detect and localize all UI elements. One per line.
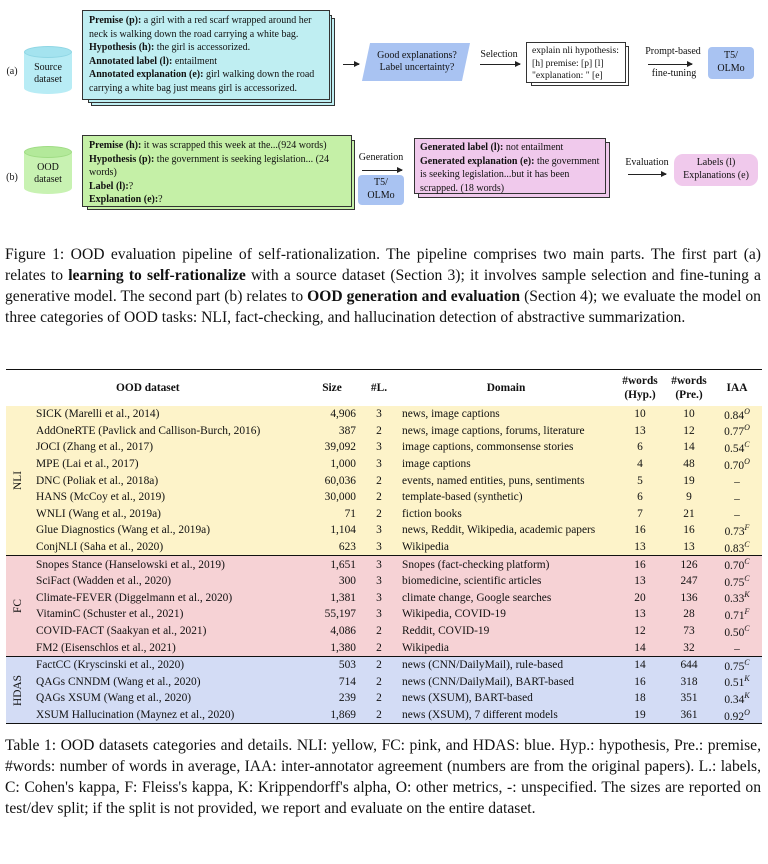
cell-dataset: FactCC (Kryscinski et al., 2020) [30,656,304,673]
cell-iaa: $0.92^O$ [712,707,762,724]
arrow-b1 [362,170,402,171]
arrow-a1 [343,64,359,65]
cell-size: 714 [304,674,360,691]
cell-dataset: WNLI (Wang et al., 2019a) [30,506,304,523]
cell-iaa: $0.75^C$ [712,573,762,590]
col-header-domain: Domain [486,382,526,394]
table-row [6,674,762,691]
cell-iaa: – [712,506,762,523]
cell-size: 503 [304,656,360,673]
cell-iaa: – [712,639,762,656]
source-dataset-label: Source dataset [34,62,62,85]
card-b-line-1: Hypothesis (p): the government is seeking legislation... (24 words) [89,153,329,178]
cell-size: 239 [304,690,360,707]
table-row [6,573,762,590]
ood-dataset-label: OOD dataset [34,162,62,185]
cell-hyp: 13 [614,573,666,590]
card-a-line-3: Annotated explanation (e): girl walking down the road carrying a white bag just means girl is accessorized. [89,69,315,94]
cell-iaa: $0.51^K$ [712,674,762,691]
cell-iaa: $0.73^F$ [712,522,762,539]
cell-pre: 48 [666,456,712,473]
cell-pre: 21 [666,506,712,523]
col-header-labels: #L. [370,382,388,394]
cell-size: 30,000 [304,489,360,506]
cell-domain: image captions [398,456,614,473]
cell-size: 1,104 [304,522,360,539]
cell-hyp: 13 [614,539,666,556]
cell-labels: 2 [360,623,398,640]
cell-domain: Wikipedia [398,539,614,556]
cell-labels: 3 [360,573,398,590]
cell-dataset: ConjNLI (Saha et al., 2020) [30,539,304,556]
cell-dataset: SICK (Marelli et al., 2014) [30,406,304,423]
cell-pre: 361 [666,707,712,724]
cell-size: 4,906 [304,406,360,423]
table-caption: Table 1: OOD datasets categories and details. NLI: yellow, FC: pink, and HDAS: blue. Hyp.: hypothesis, Pre.: premise, #words: number of words in average, IAA: inter-annotator agreement (numbers are from the original papers). L.: labels, C: Cohen's kappa, F: Fleiss's kappa, K: Krippendorff's alpha, O: other metrics, -: unspecified. The sizes are reported on test/dev split; if the split is not provided, we report and evaluate on the entire dataset. [5,737,761,817]
cell-pre: 247 [666,573,712,590]
cell-pre: 19 [666,472,712,489]
cell-pre: 28 [666,606,712,623]
table-row [6,707,762,724]
cell-hyp: 14 [614,639,666,656]
table-row [6,656,762,673]
group-label: HDAS [6,656,30,723]
row-a-label: (a) [6,66,18,77]
cell-hyp: 14 [614,656,666,673]
arrow-a2 [480,64,520,65]
cell-size: 300 [304,573,360,590]
result-box: Labels (l) Explanations (e) [674,154,758,186]
cell-labels: 2 [360,690,398,707]
cell-dataset: AddOneRTE (Pavlick and Callison-Burch, 2016) [30,423,304,440]
cell-dataset: MPE (Lai et al., 2017) [30,456,304,473]
cell-hyp: 12 [614,623,666,640]
table-row [6,406,762,423]
cell-size: 60,036 [304,472,360,489]
cell-domain: news (XSUM), 7 different models [398,707,614,724]
cell-iaa: – [712,489,762,506]
cell-labels: 3 [360,590,398,607]
cell-dataset: DNC (Poliak et al., 2018a) [30,472,304,489]
group-label: FC [6,556,30,657]
cell-pre: 318 [666,674,712,691]
cell-domain: news (XSUM), BART-based [398,690,614,707]
cell-pre: 14 [666,439,712,456]
col-header-hyp: #words (Hyp.) [622,375,658,401]
cell-labels: 2 [360,639,398,656]
cell-dataset: Snopes Stance (Hanselowski et al., 2019) [30,556,304,573]
cell-pre: 644 [666,656,712,673]
cell-iaa: $0.77^O$ [712,423,762,440]
cell-dataset: Climate-FEVER (Diggelmann et al., 2020) [30,590,304,607]
cell-dataset: JOCI (Zhang et al., 2017) [30,439,304,456]
cell-size: 39,092 [304,439,360,456]
model-box-b: T5/ OLMo [358,175,404,205]
cell-iaa: $0.71^F$ [712,606,762,623]
cell-iaa: $0.83^C$ [712,539,762,556]
cell-dataset: Glue Diagnostics (Wang et al., 2019a) [30,522,304,539]
card-b-line-0: Premise (h): it was scrapped this week at the...(924 words) [89,140,327,151]
cell-dataset: VitaminC (Schuster et al., 2021) [30,606,304,623]
cell-labels: 3 [360,606,398,623]
arrow-b2 [628,174,666,175]
cell-size: 1,380 [304,639,360,656]
card-b-line-2: Label (l):? [89,180,134,192]
cell-labels: 3 [360,522,398,539]
cell-pre: 32 [666,639,712,656]
card-a-line-2: Annotated label (l): entailment [89,55,218,67]
cell-size: 1,381 [304,590,360,607]
cell-labels: 2 [360,707,398,724]
figure-caption: Figure 1: OOD evaluation pipeline of self-rationalization. The pipeline comprises two main parts. The first part (a) relates to learning to self-rationalize with a source dataset (Section 3); it involves sample selection and fine-tuning a generative model. The second part (b) relates to OOD generation and evaluation (Section 4); we evaluate the model on three categories of OOD tasks: NLI, fact-checking, and hallucination detection of abstractive summarization. [5,246,761,326]
cell-pre: 16 [666,522,712,539]
selection-label: Selection [480,49,518,60]
cell-pre: 13 [666,539,712,556]
cell-hyp: 7 [614,506,666,523]
cell-size: 55,197 [304,606,360,623]
cell-pre: 12 [666,423,712,440]
arrow-a3 [648,64,692,65]
cell-hyp: 5 [614,472,666,489]
card-a-line-0: Premise (p): a girl with a red scarf wrapped around her neck is walking down the road carrying a white bag. [89,15,312,40]
cell-domain: news, Reddit, Wikipedia, academic papers [398,522,614,539]
prompt-based-label: Prompt-based [645,46,701,57]
cell-pre: 136 [666,590,712,607]
table-row [6,506,762,523]
table-row [6,456,762,473]
fine-tuning-label: fine-tuning [651,68,697,79]
cell-labels: 3 [360,539,398,556]
cell-labels: 3 [360,456,398,473]
cell-size: 387 [304,423,360,440]
cell-pre: 73 [666,623,712,640]
cell-domain: Snopes (fact-checking platform) [398,556,614,573]
cell-dataset: QAGs CNNDM (Wang et al., 2020) [30,674,304,691]
cell-labels: 2 [360,674,398,691]
cell-size: 623 [304,539,360,556]
cell-domain: news (CNN/DailyMail), BART-based [398,674,614,691]
ood-example-card [82,135,352,207]
table-row [6,639,762,656]
cell-iaa: $0.50^C$ [712,623,762,640]
gen-line-0: Generated label (l): not entailment [420,142,564,153]
table-row [6,472,762,489]
cell-labels: 2 [360,472,398,489]
table-row [6,539,762,556]
cell-hyp: 13 [614,606,666,623]
cell-labels: 2 [360,656,398,673]
cell-domain: climate change, Google searches [398,590,614,607]
cell-labels: 3 [360,556,398,573]
cell-dataset: QAGs XSUM (Wang et al., 2020) [30,690,304,707]
table-row [6,489,762,506]
card-a-line-1: Hypothesis (h): the girl is accessorized. [89,42,251,53]
cell-dataset: SciFact (Wadden et al., 2020) [30,573,304,590]
cell-domain: image captions, commonsense stories [398,439,614,456]
table-1 [6,369,762,724]
cell-pre: 10 [666,406,712,423]
cell-hyp: 19 [614,707,666,724]
generated-output-card [414,138,606,194]
table-row [6,522,762,539]
col-header-size: Size [322,382,342,394]
table-row [6,556,762,573]
cell-labels: 2 [360,489,398,506]
cell-labels: 2 [360,506,398,523]
col-header-iaa: IAA [726,382,748,394]
cell-hyp: 6 [614,439,666,456]
table-row [6,439,762,456]
cell-iaa: $0.54^C$ [712,439,762,456]
table-row [6,690,762,707]
cell-domain: news, image captions [398,406,614,423]
cell-size: 4,086 [304,623,360,640]
question-text: Good explanations? Label uncertainty? [377,50,457,73]
cell-dataset: COVID-FACT (Saakyan et al., 2021) [30,623,304,640]
cell-iaa: $0.34^K$ [712,690,762,707]
cell-dataset: HANS (McCoy et al., 2019) [30,489,304,506]
generation-label: Generation [358,152,404,163]
cell-domain: Wikipedia, COVID-19 [398,606,614,623]
cell-domain: biomedicine, scientific articles [398,573,614,590]
cell-hyp: 16 [614,674,666,691]
cell-hyp: 13 [614,423,666,440]
table-row [6,590,762,607]
cell-hyp: 4 [614,456,666,473]
cell-iaa: $0.84^O$ [712,406,762,423]
cell-labels: 3 [360,406,398,423]
cell-size: 71 [304,506,360,523]
table-row [6,423,762,440]
cell-labels: 2 [360,423,398,440]
cell-dataset: XSUM Hallucination (Maynez et al., 2020) [30,707,304,724]
table-row [6,606,762,623]
cell-hyp: 20 [614,590,666,607]
cell-size: 1,651 [304,556,360,573]
cell-hyp: 16 [614,556,666,573]
cell-labels: 3 [360,439,398,456]
cell-hyp: 18 [614,690,666,707]
card-b-line-3: Explanation (e):? [89,194,163,205]
model-box-a: T5/ OLMo [708,47,754,79]
table-row [6,623,762,640]
col-header-dataset: OOD dataset [116,382,180,394]
group-label: NLI [6,406,30,556]
cell-dataset: FM2 (Eisenschlos et al., 2021) [30,639,304,656]
cell-pre: 9 [666,489,712,506]
cell-hyp: 6 [614,489,666,506]
cell-iaa: – [712,472,762,489]
cell-domain: Wikipedia [398,639,614,656]
gen-line-1: Generated explanation (e): the government is seeking legislation...but it has been scrapped. (18 words) [420,155,600,194]
cell-pre: 351 [666,690,712,707]
prompt-template-box: explain nli hypothesis: [h] premise: [p] [l] "explanation: " [e] [526,42,626,83]
col-header-pre: #words (Pre.) [671,375,707,401]
cell-domain: news (CNN/DailyMail), rule-based [398,656,614,673]
cell-domain: events, named entities, puns, sentiments [398,472,614,489]
cell-iaa: $0.75^C$ [712,656,762,673]
cell-domain: news, image captions, forums, literature [398,423,614,440]
cell-size: 1,000 [304,456,360,473]
cell-domain: Reddit, COVID-19 [398,623,614,640]
cell-iaa: $0.33^K$ [712,590,762,607]
cell-size: 1,869 [304,707,360,724]
cell-hyp: 10 [614,406,666,423]
cell-iaa: $0.70^C$ [712,556,762,573]
evaluation-label: Evaluation [625,157,669,168]
cell-domain: template-based (synthetic) [398,489,614,506]
source-example-card [82,10,330,100]
cell-iaa: $0.70^O$ [712,456,762,473]
cell-pre: 126 [666,556,712,573]
cell-hyp: 16 [614,522,666,539]
row-b-label: (b) [6,172,18,183]
cell-domain: fiction books [398,506,614,523]
